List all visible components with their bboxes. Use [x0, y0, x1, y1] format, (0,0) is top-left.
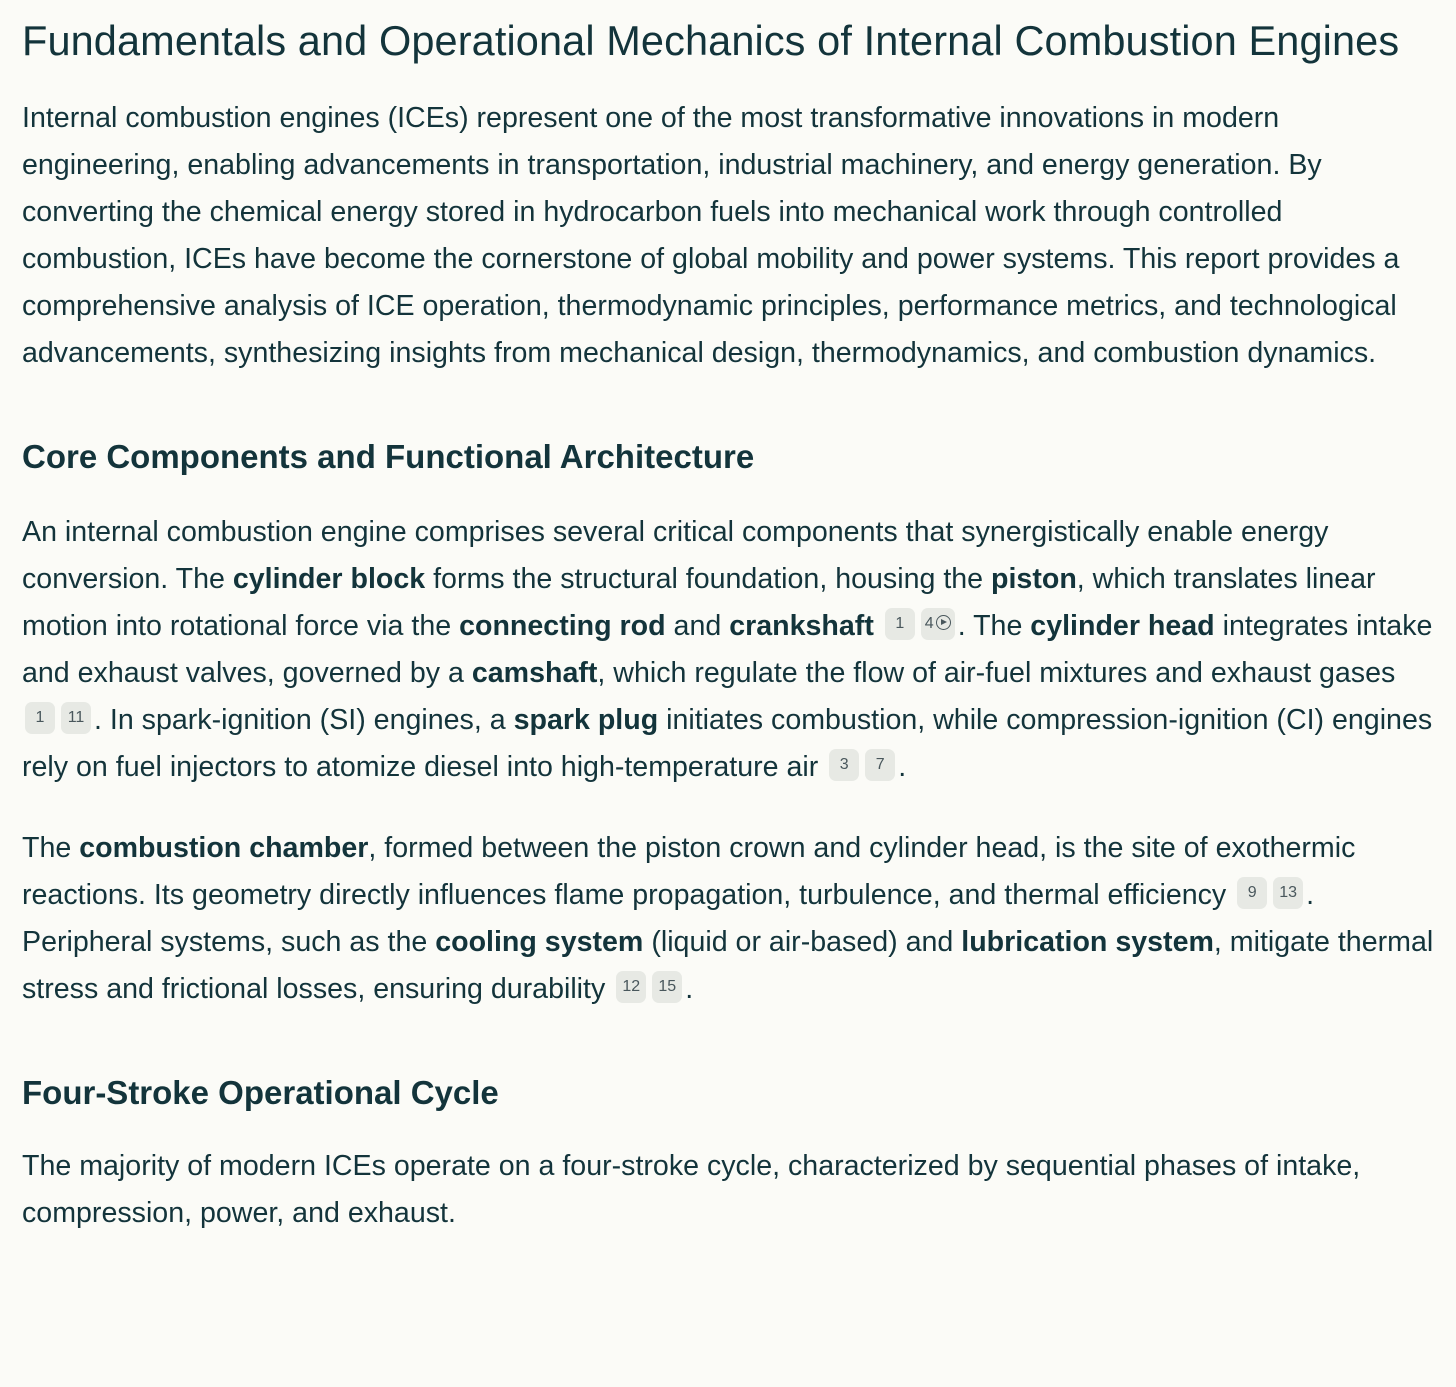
text-segment: , mitigate thermal stress and frictional losses, ensuring durability [22, 926, 1434, 1005]
play-circle-icon [936, 615, 951, 630]
citation-badge[interactable] [616, 971, 646, 1003]
citation-badge[interactable] [652, 971, 682, 1003]
term-crankshaft: crankshaft [729, 610, 874, 642]
text-segment: . [685, 973, 694, 1005]
text-segment: (liquid or air-based) and [643, 926, 962, 958]
text-segment: forms the structural foundation, housing the [425, 563, 992, 595]
text-segment: and [665, 610, 730, 642]
text-segment: , which translates linear motion into rotational force via the [22, 563, 1376, 642]
term-piston: piston [991, 563, 1077, 595]
text-segment: . In spark-ignition (SI) engines, a [94, 704, 514, 736]
text-segment: integrates intake and exhaust valves, governed by a [22, 610, 1433, 689]
citation-number: 12 [622, 978, 641, 996]
term-combustion-chamber: combustion chamber [79, 832, 369, 864]
page-title: Fundamentals and Operational Mechanics of Internal Combustion Engines [22, 17, 1400, 64]
term-spark-plug: spark plug [513, 704, 659, 736]
text-segment: , formed between the piston crown and cylinder head, is the site of exothermic reactions. Its geometry directly influences flame propagation, turbulence, and thermal efficiency [22, 832, 1356, 911]
citation-number: 7 [875, 756, 885, 774]
term-connecting-rod: connecting rod [459, 610, 666, 642]
citation-number: 1 [895, 615, 905, 633]
citation-number: 11 [67, 709, 85, 727]
citation-number: 4 [924, 615, 934, 633]
section-heading-four-stroke: Four-Stroke Operational Cycle [22, 1074, 499, 1111]
citation-badge[interactable] [1273, 877, 1303, 909]
combustion-chamber-paragraph [22, 825, 1434, 1013]
citation-badge[interactable] [25, 702, 55, 734]
text-segment: . The [957, 610, 1031, 642]
citation-number: 1 [35, 709, 45, 727]
citation-number: 3 [839, 756, 849, 774]
term-camshaft: camshaft [471, 657, 598, 689]
citation-number: 15 [658, 978, 677, 996]
citation-badge[interactable] [61, 702, 91, 734]
citation-badge[interactable] [829, 749, 859, 781]
text-segment: An internal combustion engine comprises several critical components that synergistically enable energy conversion. The [22, 516, 1329, 595]
term-cylinder-head: cylinder head [1030, 610, 1215, 642]
four-stroke-paragraph: The majority of modern ICEs operate on a four-stroke cycle, characterized by sequential phases of intake, compression, power, and exhaust. [22, 1150, 1361, 1229]
section-heading-core-components: Core Components and Functional Architecture [22, 438, 755, 475]
term-cooling-system: cooling system [435, 926, 644, 958]
intro-paragraph: Internal combustion engines (ICEs) represent one of the most transformative innovations in modern engineering, enabling advancements in transportation, industrial machinery, and energy generation. By converting the chemical energy stored in hydrocarbon fuels into mechanical work through controlled combustion, ICEs have become the cornerstone of global mobility and power systems. This report provides a comprehensive analysis of ICE operation, thermodynamic principles, performance metrics, and technological advancements, synthesizing insights from mechanical design, thermodynamics, and combustion dynamics. [22, 102, 1400, 369]
citation-badge-video[interactable] [921, 608, 955, 640]
text-segment: . [898, 751, 907, 783]
citation-badge[interactable] [1237, 877, 1267, 909]
citation-number: 9 [1247, 884, 1257, 902]
term-lubrication-system: lubrication system [961, 926, 1214, 958]
text-segment: initiates combustion, while compression-ignition (CI) engines rely on fuel injectors to atomize diesel into high-temperature air [22, 704, 1433, 783]
text-segment: . Peripheral systems, such as the [22, 879, 1315, 958]
citation-badge[interactable] [865, 749, 895, 781]
citation-badge[interactable] [885, 608, 915, 640]
text-segment: , which regulate the flow of air-fuel mixtures and exhaust gases [597, 657, 1396, 689]
citation-number: 13 [1279, 884, 1298, 902]
text-segment: The [22, 832, 80, 864]
components-paragraph [22, 509, 1434, 791]
term-cylinder-block: cylinder block [232, 563, 426, 595]
